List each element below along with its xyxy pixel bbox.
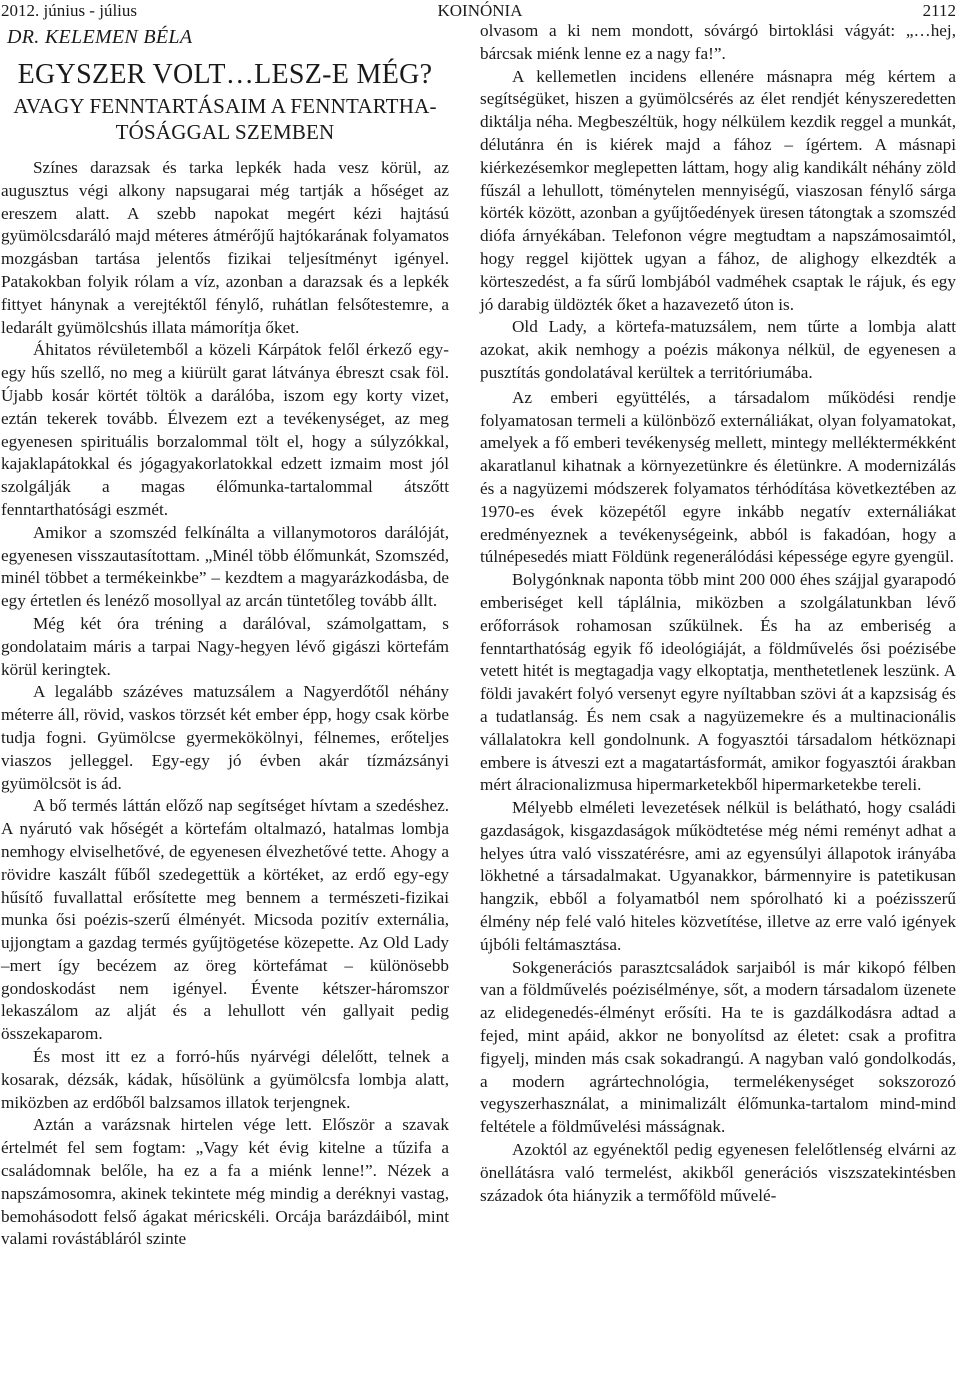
left-column (1, 22, 449, 1251)
paragraph: Aztán a varázsnak hirtelen vége lett. Először a szavak értelmét fel sem fogtam: „Vagy két évig kitelne a tűzifa a családomnak belőle, ha ez a fa a miénk lenne!”. Nézek a napszámosomra, akinek tekintete még mindig a deréknyi vastag, bemohásodott felső ágakat méricskéli. Orcája barázdáiból, mint valami rovástábláról szinte (1, 1115, 449, 1249)
header-page-number: 2112 (922, 1, 956, 20)
article-author: DR. KELEMEN BÉLA (7, 26, 193, 48)
paragraph: Mélyebb elméleti levezetések nélkül is belátható, hogy családi gazdaságok, kisgazdaságok működtetése még némi reményt adhat a helyes útra való visszatérésre, ami az egyensúlyi állapotok irányába lökhetné a társadalmakat. Ugyanakkor, bármennyire is patetikusan hangzik, ebből a folyamatból nem spórolható ki a poézisszerű élmény nép felé való hiteles közvetítése, illetve az erre való igények újbóli feltámasztása. (480, 798, 956, 954)
paragraph: Még két óra tréning a darálóval, számolgattam, s gondolataim máris a tarpai Nagy-hegyen lévő gigászi körtefám körül keringtek. (1, 613, 449, 679)
paragraph: Amikor a szomszéd felkínálta a villanymotoros darálóját, egyenesen visszautasítottam. „Minél több élőmunkát, Szomszéd, minél többet a termékeinkbe” – kezdtem a magyarázkodásba, de egy értetlen és lenéző mosollyal az arcán tüntetőleg tovább állt. (1, 522, 449, 611)
right-column (480, 20, 956, 1207)
article-subtitle-line: AVAGY FENNTARTÁSAIM A FENNTARTHA- (13, 94, 437, 118)
paragraph: A kellemetlen incidens ellenére másnapra még kértem a segítségüket, hiszen a gyümölcsérés az élet rendjét kényszeredetten diktálja néha. Megbeszéltük, hogy nélkülem kezdik reggel a munkát, délutánra én is kiérek majd a fához – ígértem. A másnapi kiérkezésemkor meglepetten láttam, hogy alig kandikált néhány zöld fűszál a lehullott, töménytelen mennyiségű, viaszosan fénylő sárga körték között, azonban a gyűjtőedények üresen tátongtak a szomszéd diófa árnyékában. Telefonon végre megtudtam a napszámosaimtól, hogy reggel kijöttek ugyan a fához, de alighogy elkezdték a körteszedést, a fa sűrű lombjából vadméhek csaptak le rájuk, és egy jó darabig üldözték őket a hazavezető úton is. (480, 66, 956, 314)
paragraph: A bő termés láttán előző nap segítséget hívtam a szedéshez. A nyárutó vak hőségét a körtefám oltalmazó, hatalmas lombja nemhogy elviselhetővé, de egyenesen élvezhetővé tette. Ahogy a rövidre kaszált fűből szedegettük a körtéket, az erdő egy-egy hűsítő fuvallattal erősítette meg bennem a természeti-fizikai munka ősi poézis-szerű élményét. Micsoda pozitív externália, ujjongtam a gazdag termés gyűjtögetése közepette. Az Old Lady –mert így becézem az öreg körtefámat – különösebb gondoskodást nem igényel. Évente kétszer-háromszor lekaszálom az alját és a lehullott vén gallyait pedig összekaparom. (1, 796, 449, 1044)
page-header (0, 0, 960, 22)
paragraph: Színes darazsak és tarka lepkék hada vesz körül, az augusztus végi alkony napsugarai még tartják a hőséget az ereszem alatt. A szebb napokat megért kézi hajtású gyümölcsdaráló majd méteres átmérőjű hajtókarának folyamatos mozgásban tartása jelentős fizikai teljesítményt igényel. Patakokban folyik rólam a víz, azonban a darazsak és a lepkék fittyet hánynak a verejtéktől fénylő, ruhátlan felsőtestemre, a ledarált gyümölcshús illata mámorítja őket. (1, 158, 449, 337)
paragraph: Old Lady, a körtefa-matuzsálem, nem tűrte a lombja alatt azokat, akik nemhogy a poézis mákonya nélkül, de egyenesen a pusztítás gondolatával kerültek a territóriumába. (480, 317, 956, 382)
paragraph: Az emberi együttélés, a társadalom működési rendje folyamatosan termeli a különböző externáliákat, olyan folyamatokat, amelyek a fő emberi tevékenység mellett, mintegy melléktermékként akaratlanul kihatnak a környezetünkre és életünkre. A modernizálás és a nagyüzemi módszerek folyamatos térhódítása következtében az 1970-es évek közepétől egyre inkább negatív externáliákat eredményeznek a tevékenységeink, abból is fakadóan, hogy a túlnépesedés miatt Földünk regenerálódási képessége egyre gyengül. (480, 387, 956, 567)
article-subtitle-line: TÓSÁGGAL SZEMBEN (115, 120, 335, 144)
header-date: 2012. június - július (1, 1, 138, 20)
paragraph-continued: olvasom a ki nem mondott, sóvárgó birtoklási vágyát: „…hej, bárcsak miénk lenne ez a nagy fa!”. (480, 21, 956, 63)
article-title: EGYSZER VOLT…LESZ-E MÉG? (17, 59, 433, 90)
paragraph: Sokgenerációs parasztcsaládok sarjaiból is már kikopó félben van a földművelés poézisélménye, sőt, a modern társadalom üzenete az elidegenedés-élményt erősíti. Ha te is gazdálkodásra adtad a fejed, mint apáid, akkor ne bonyolítsd az életet: csak a profitra figyelj, minden más csak sokadrangú. A nagyban való gondolkodás, a modern agrártechnológia, termelékenységet sokszorozó vegyszerhasználat, a minimalizált élőmunka-tartalom mind-mind feltétele a földművelési másságnak. (480, 957, 956, 1137)
paragraph: És most itt ez a forró-hűs nyárvégi délelőtt, telnek a kosarak, dézsák, kádak, hűsölünk a gyümölcsfa lombja alatt, miközben az erdőből balzsamos illatok terjengnek. (1, 1047, 449, 1112)
paragraph: Bolygónknak naponta több mint 200 000 éhes szájjal gyarapodó emberiséget kell táplálnia, miközben a szolgálatunkban lévő erőforrások rohamosan szűkülnek. És ha az emberiség a fenntarthatóság egyik fő ideológiáját, a földművelés ősi poézisébe vetett hitét is megtagadja vagy elkoptatja, menthetetlenek leszünk. A földi javakért folyó versenyt egyre nyíltabban szövi át a kapzsiság és a tudatlanság. És nem csak a nagyüzemekre és a multinacionális vállalatokra kell gondolnunk. A fogyasztói társadalom hétköznapi embere is átveszi ezt a magatartásformát, amikor fogyasztói árakban mért álracionalizmusa hipermarketekből hipermarketekbe tereli. (480, 570, 956, 795)
paragraph: Azoktól az egyénektől pedig egyenesen felelőtlenség elvárni az önellátásra való termelést, akikből generációs viszszatekintésben századok óta hiányzik a termőföld művelé- (480, 1140, 956, 1205)
paragraph: A legalább százéves matuzsálem a Nagyerdőtől néhány méterre áll, rövid, vaskos törzsét két ember épp, hogy csak körbe tudja fogni. Gyümölcse gyermekökölnyi, félnemes, erőteljes viaszos jelleggel. Egy-egy jó évben akár tízmázsányi gyümölcsöt is ád. (1, 682, 449, 793)
paragraph: Áhitatos révületemből a közeli Kárpátok felől érkező egy-egy hűs szellő, no meg a kiürült garat látványa ébreszt csak föl. Újabb kosár körtét töltök a darálóba, iszom egy korty vizet, eztán tekerek tovább. Élvezem ezt a tevékenységet, az meg egyenesen spirituális borzalommal tölt el, hogy a súlyzókkal, kajaklapátokkal és jógagyakorlatokkal edzett izmaim most jól szolgálják a magas élőmunka-tartalommal átszőtt fenntarthatósági eszmét. (1, 340, 449, 519)
article-subtitle (1, 93, 449, 145)
header-journal: KOINÓNIA (437, 1, 523, 20)
